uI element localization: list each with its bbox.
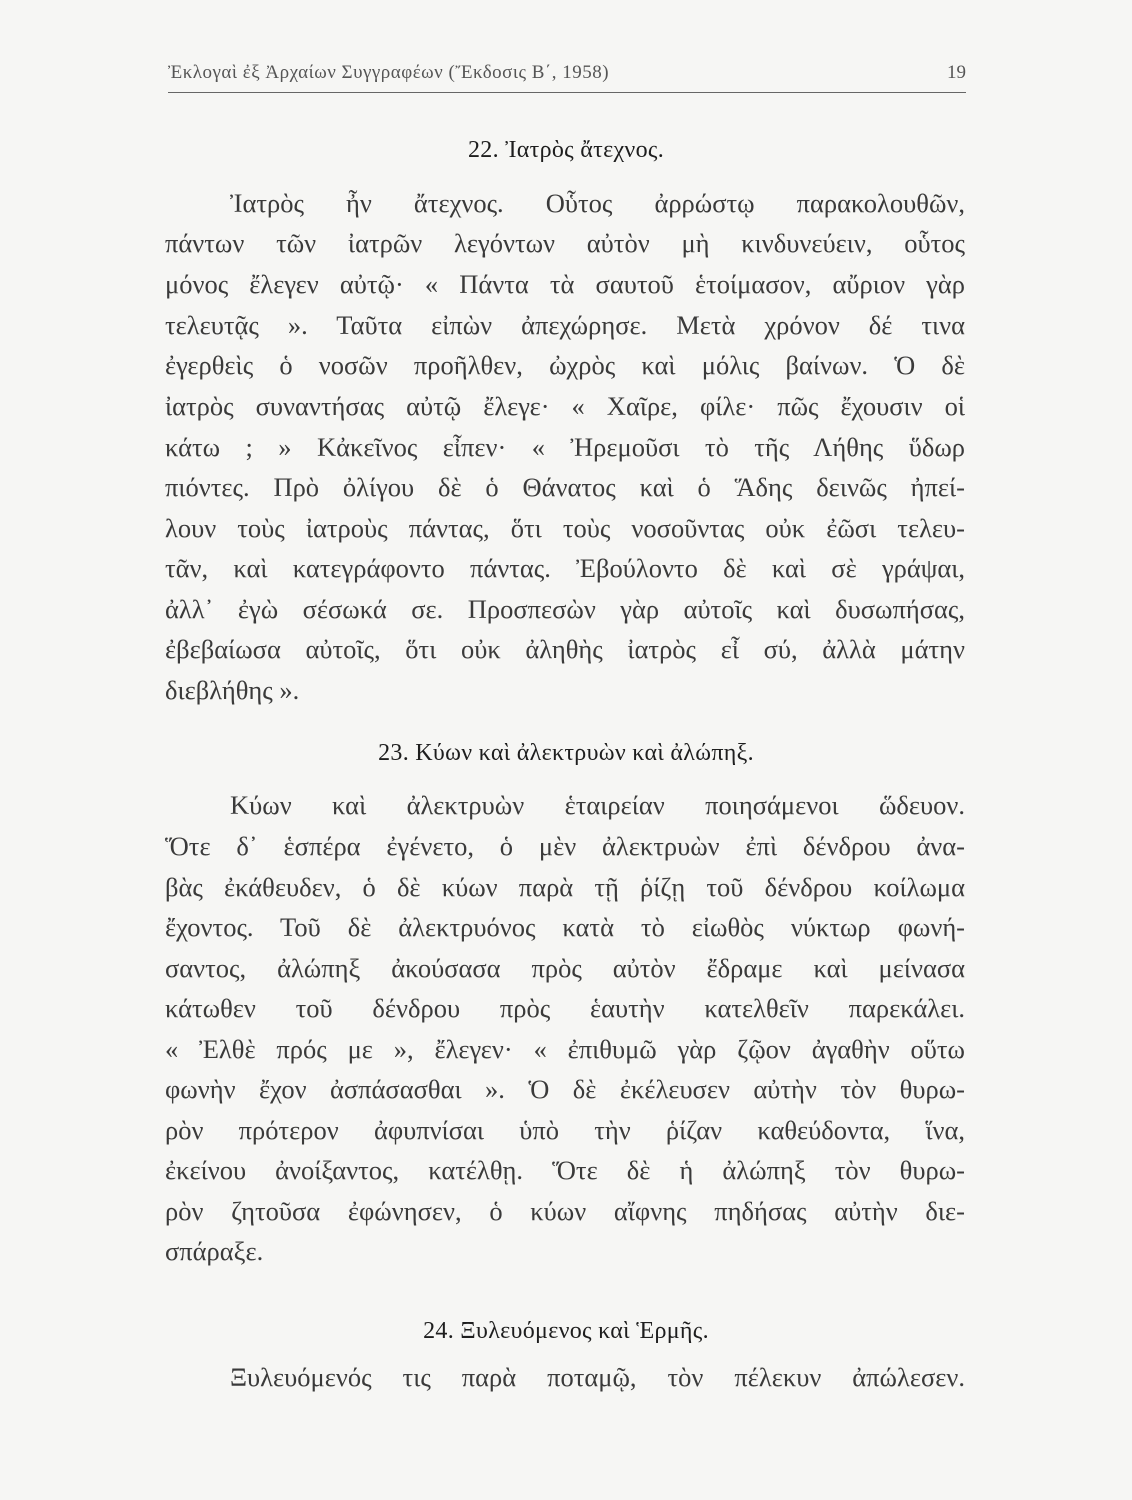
text-line: ἐβεβαίωσα αὐτοῖς, ὅτι οὐκ ἀληθὴς ἰατρὸς εἶ σύ, ἀλλὰ μάτην — [165, 634, 965, 664]
text-line: σαντος, ἀλώπηξ ἀκούσασα πρὸς αὐτὸν ἔδραμε καὶ μείνασα — [165, 953, 965, 983]
text-line: ρὸν ζητοῦσα ἐφώνησεν, ὁ κύων αἴφνης πηδήσας αὐτὴν διε- — [165, 1196, 965, 1226]
section-title-22: 22. Ἰατρὸς ἄτεχνος. — [468, 137, 664, 163]
text-line: Ὅτε δ᾽ ἑσπέρα ἐγένετο, ὁ μὲν ἀλεκτρυὼν ἐπὶ δένδρου ἀνα- — [165, 831, 965, 861]
text-line: ρὸν πρότερον ἀφυπνίσαι ὑπὸ τὴν ῥίζαν καθεύδοντα, ἵνα, — [165, 1115, 965, 1145]
text-line: ἰατρὸς συναντήσας αὐτῷ ἔλεγε· « Χαῖρε, φίλε· πῶς ἔχουσιν οἱ — [165, 391, 965, 421]
header-rule — [168, 92, 966, 93]
section-title-24: 24. Ξυλευόμενος καὶ Ἑρμῆς. — [423, 1318, 709, 1344]
text-line: ἐκείνου ἀνοίξαντος, κατέλθῃ. Ὅτε δὲ ἡ ἀλώπηξ τὸν θυρω- — [165, 1155, 965, 1185]
text-line: διεβλήθης ». — [165, 675, 300, 705]
page-number: 19 — [947, 62, 966, 83]
text-line: πάντων τῶν ἰατρῶν λεγόντων αὐτὸν μὴ κινδυνεύειν, οὗτος — [165, 228, 965, 258]
text-line: τελευτᾷς ». Ταῦτα εἰπὼν ἀπεχώρησε. Μετὰ χρόνον δέ τινα — [165, 310, 965, 340]
text-line: σπάραξε. — [165, 1236, 264, 1266]
text-line: φωνὴν ἔχον ἀσπάσασθαι ». Ὁ δὲ ἐκέλευσεν αὐτὴν τὸν θυρω- — [165, 1074, 965, 1104]
text-line: τᾶν, καὶ κατεγράφοντο πάντας. Ἐβούλοντο δὲ καὶ σὲ γράψαι, — [165, 553, 965, 583]
text-line: πιόντες. Πρὸ ὀλίγου δὲ ὁ Θάνατος καὶ ὁ Ἅδης δεινῶς ἠπεί- — [165, 472, 965, 502]
text-line: ἔχοντος. Τοῦ δὲ ἀλεκτρυόνος κατὰ τὸ εἰωθὸς νύκτωρ φωνή- — [165, 912, 965, 942]
text-line: βὰς ἐκάθευδεν, ὁ δὲ κύων παρὰ τῇ ῥίζῃ τοῦ δένδρου κοίλωμα — [165, 872, 965, 902]
text-line: ἐγερθεὶς ὁ νοσῶν προῆλθεν, ὠχρὸς καὶ μόλις βαίνων. Ὁ δὲ — [165, 350, 965, 380]
text-line: κάτω ; » Κἀκεῖνος εἶπεν· « Ἠρεμοῦσι τὸ τῆς Λήθης ὕδωρ — [165, 432, 965, 462]
text-line: ἀλλ᾽ ἐγὼ σέσωκά σε. Προσπεσὼν γὰρ αὐτοῖς καὶ δυσωπήσας, — [165, 594, 965, 624]
running-header — [168, 62, 966, 90]
text-line: « Ἐλθὲ πρός με », ἔλεγεν· « ἐπιθυμῶ γὰρ ζῷον ἀγαθὴν οὕτω — [165, 1034, 965, 1064]
text-line: λουν τοὺς ἰατροὺς πάντας, ὅτι τοὺς νοσοῦντας οὐκ ἐῶσι τελευ- — [165, 513, 965, 543]
text-line: Κύων καὶ ἀλεκτρυὼν ἑταιρείαν ποιησάμενοι ὥδευον. — [230, 790, 965, 820]
text-line: Ξυλευόμενός τις παρὰ ποταμῷ, τὸν πέλεκυν ἀπώλεσεν. — [230, 1362, 965, 1392]
section-title-23: 23. Κύων καὶ ἀλεκτρυὼν καὶ ἀλώπηξ. — [378, 740, 754, 766]
text-line: Ἰατρὸς ἦν ἄτεχνος. Οὗτος ἀρρώστῳ παρακολουθῶν, — [230, 188, 965, 218]
text-line: κάτωθεν τοῦ δένδρου πρὸς ἑαυτὴν κατελθεῖν παρεκάλει. — [165, 993, 965, 1023]
text-line: μόνος ἔλεγεν αὐτῷ· « Πάντα τὰ σαυτοῦ ἑτοίμασον, αὔριον γὰρ — [165, 269, 965, 299]
header-title: Ἐκλογαὶ ἐξ Ἀρχαίων Συγγραφέων (Ἔκδοσις Β΄, 1958) — [168, 62, 610, 83]
